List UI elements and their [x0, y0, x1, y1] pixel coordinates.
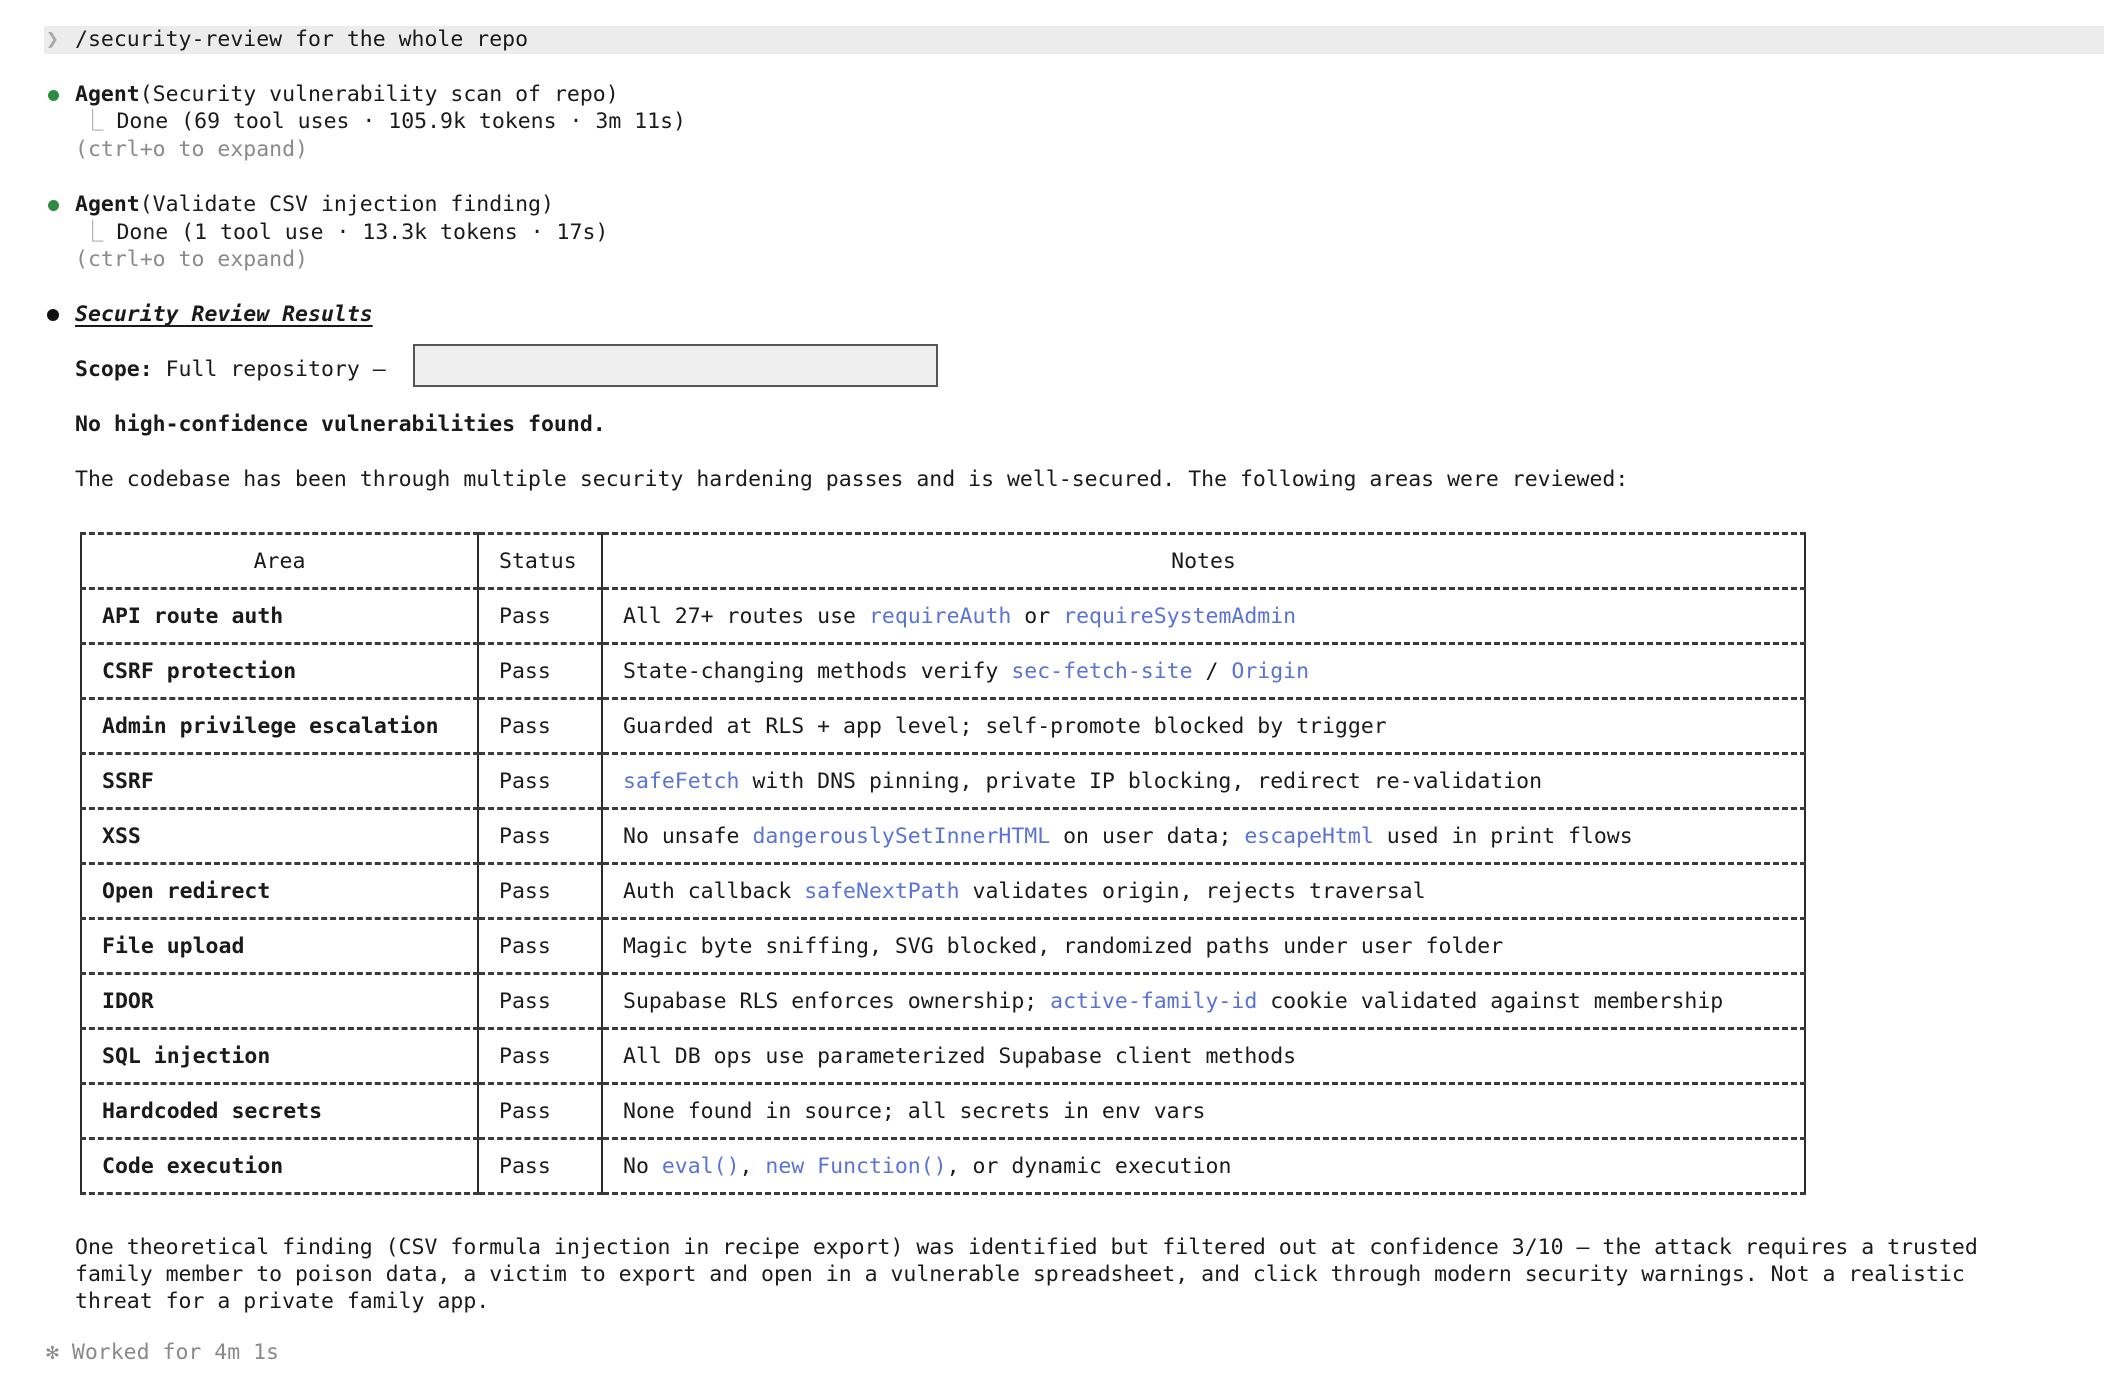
column-header-status: Status	[478, 534, 602, 589]
notes-text: , or dynamic execution	[946, 1153, 1232, 1179]
agent-status: Done (1 tool use · 13.3k tokens · 17s)	[103, 220, 609, 245]
table-header-row	[81, 534, 1805, 589]
cell-status: Pass	[478, 1084, 602, 1139]
notes-text: used in print flows	[1373, 823, 1633, 849]
star-icon: ✻	[46, 1340, 59, 1365]
notes-text: No unsafe	[623, 823, 753, 849]
cell-area: Code execution	[81, 1139, 478, 1194]
scope-line	[75, 356, 399, 384]
cell-area: XSS	[81, 809, 478, 864]
code-identifier: eval()	[661, 1153, 740, 1179]
column-header-notes: Notes	[602, 534, 1805, 589]
cell-area: SSRF	[81, 754, 478, 809]
prompt-chevron-icon: ❯	[46, 27, 59, 52]
notes-text: State-changing methods verify	[623, 658, 1012, 684]
notes-text: cookie validated against membership	[1257, 988, 1724, 1014]
agent-result	[82, 108, 686, 136]
cell-notes	[602, 1029, 1805, 1084]
cell-notes	[602, 644, 1805, 699]
results-title: Security Review Results	[75, 302, 373, 327]
agent-status: Done (69 tool uses · 105.9k tokens · 3m 11s)	[103, 109, 686, 134]
cell-area: API route auth	[81, 589, 478, 644]
worked-for-text: Worked for 4m 1s	[58, 1340, 280, 1365]
notes-text: None found in source; all secrets in env vars	[623, 1098, 1206, 1124]
column-header-area: Area	[81, 534, 478, 589]
table-row	[81, 1084, 1805, 1139]
table-row	[81, 864, 1805, 919]
footnote-line: One theoretical finding (CSV formula injection in recipe export) was identified but filtered out at confidence 3/10 — the attack requires a trusted	[75, 1235, 1978, 1260]
table-body	[81, 589, 1805, 1194]
notes-text: or	[1011, 603, 1064, 629]
notes-text: No	[623, 1153, 662, 1179]
cell-notes	[602, 974, 1805, 1029]
code-identifier: new Function()	[765, 1153, 947, 1179]
cell-status: Pass	[478, 919, 602, 974]
footnote-line: threat for a private family app.	[75, 1289, 490, 1314]
review-table	[80, 532, 1806, 1195]
notes-text: Supabase RLS enforces ownership;	[623, 988, 1051, 1014]
cell-status: Pass	[478, 974, 602, 1029]
agent-description: (Security vulnerability scan of repo)	[139, 82, 619, 107]
cell-status: Pass	[478, 754, 602, 809]
code-identifier: active-family-id	[1050, 988, 1258, 1014]
notes-text: with DNS pinning, private IP blocking, redirect re-validation	[739, 768, 1543, 794]
cell-notes	[602, 589, 1805, 644]
notes-text: All 27+ routes use	[623, 603, 869, 629]
table-row	[81, 974, 1805, 1029]
results-bullet-icon	[47, 309, 59, 321]
cell-area: Admin privilege escalation	[81, 699, 478, 754]
code-identifier: escapeHtml	[1244, 823, 1374, 849]
agent-header	[75, 81, 619, 109]
cell-status: Pass	[478, 644, 602, 699]
code-identifier: safeNextPath	[804, 878, 960, 904]
tree-branch-icon: ⎿	[82, 220, 104, 245]
table-row	[81, 809, 1805, 864]
notes-text: Guarded at RLS + app level; self-promote blocked by trigger	[623, 713, 1387, 739]
results-intro: The codebase has been through multiple security hardening passes and is well-secured. The following areas were reviewed:	[75, 467, 1629, 492]
code-identifier: sec-fetch-site	[1011, 658, 1193, 684]
notes-text: Auth callback	[623, 878, 805, 904]
agent-name: Agent	[75, 192, 140, 217]
notes-text: Magic byte sniffing, SVG blocked, randomized paths under user folder	[623, 933, 1504, 959]
cell-status: Pass	[478, 589, 602, 644]
expand-hint[interactable]: (ctrl+o to expand)	[75, 247, 308, 272]
agent-name: Agent	[75, 82, 140, 107]
cell-notes	[602, 809, 1805, 864]
table-row	[81, 919, 1805, 974]
expand-hint[interactable]: (ctrl+o to expand)	[75, 137, 308, 162]
prompt-text: /security-review for the whole repo	[75, 27, 529, 52]
agent-status-dot-icon	[48, 200, 59, 211]
cell-status: Pass	[478, 864, 602, 919]
agent-header	[75, 191, 554, 219]
redacted-scope-box	[413, 344, 938, 387]
table-row	[81, 644, 1805, 699]
cell-notes	[602, 864, 1805, 919]
worked-for-status	[46, 1339, 279, 1367]
notes-text: on user data;	[1050, 823, 1245, 849]
code-identifier: safeFetch	[623, 768, 740, 794]
table-row	[81, 754, 1805, 809]
table-row	[81, 699, 1805, 754]
cell-notes	[602, 1139, 1805, 1194]
agent-status-dot-icon	[48, 90, 59, 101]
table-row	[81, 589, 1805, 644]
code-identifier: Origin	[1231, 658, 1310, 684]
cell-notes	[602, 919, 1805, 974]
table-row	[81, 1139, 1805, 1194]
scope-value: Full repository —	[152, 357, 399, 382]
tree-branch-icon: ⎿	[82, 109, 104, 134]
cell-status: Pass	[478, 1139, 602, 1194]
cell-notes	[602, 754, 1805, 809]
notes-text: /	[1192, 658, 1232, 684]
cell-status: Pass	[478, 1029, 602, 1084]
scope-label: Scope:	[75, 357, 153, 382]
cell-area: CSRF protection	[81, 644, 478, 699]
results-headline: No high-confidence vulnerabilities found.	[75, 412, 606, 437]
code-identifier: requireSystemAdmin	[1063, 603, 1297, 629]
agent-description: (Validate CSV injection finding)	[139, 192, 554, 217]
notes-text: validates origin, rejects traversal	[959, 878, 1426, 904]
agent-result	[82, 219, 608, 247]
code-identifier: dangerouslySetInnerHTML	[752, 823, 1051, 849]
cell-notes	[602, 1084, 1805, 1139]
cell-status: Pass	[478, 699, 602, 754]
cell-notes	[602, 699, 1805, 754]
footnote-line: family member to poison data, a victim to export and open in a vulnerable spreadsheet, and click through modern security warnings. Not a realistic	[75, 1262, 1965, 1287]
notes-text: All DB ops use parameterized Supabase client methods	[623, 1043, 1297, 1069]
cell-area: Open redirect	[81, 864, 478, 919]
notes-text: ,	[739, 1153, 766, 1179]
cell-status: Pass	[478, 809, 602, 864]
code-identifier: requireAuth	[868, 603, 1012, 629]
table-row	[81, 1029, 1805, 1084]
cell-area: File upload	[81, 919, 478, 974]
cell-area: SQL injection	[81, 1029, 478, 1084]
cell-area: Hardcoded secrets	[81, 1084, 478, 1139]
cell-area: IDOR	[81, 974, 478, 1029]
